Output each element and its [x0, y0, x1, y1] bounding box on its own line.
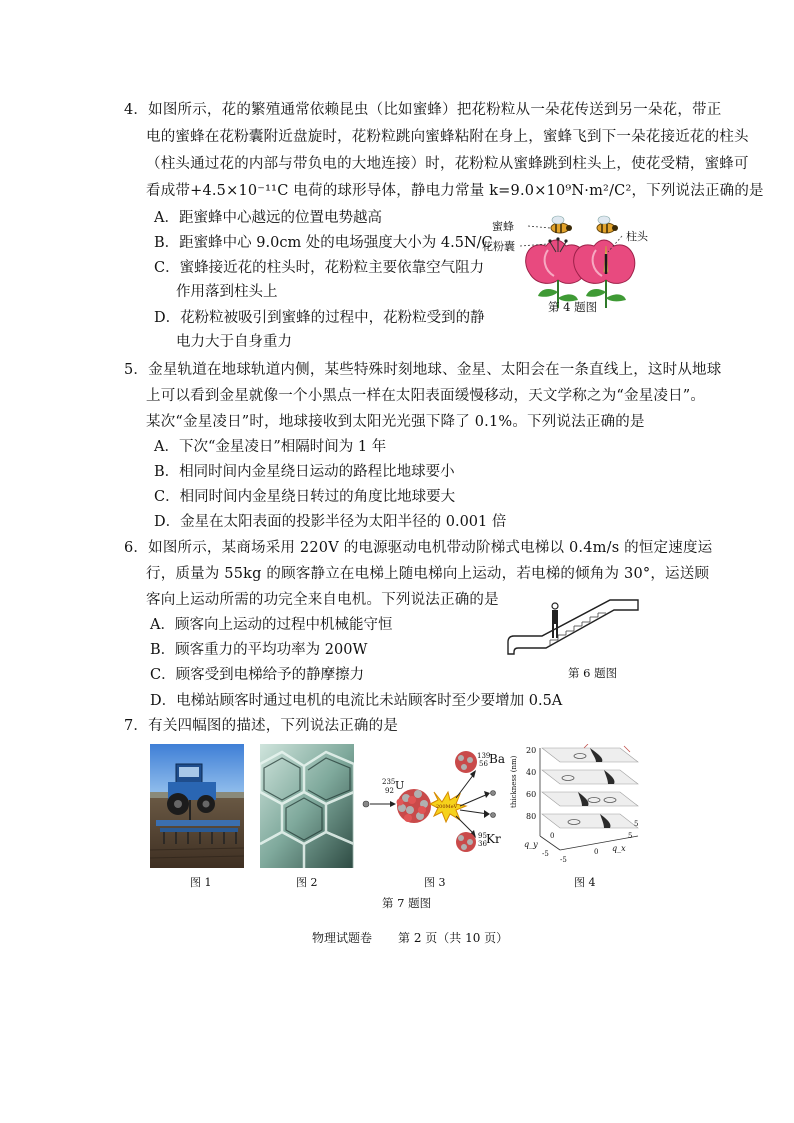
q7-fig4-3d-plot — [510, 744, 644, 868]
krypton-nucleus-icon — [456, 832, 476, 852]
qx-tick-m5: -5 — [560, 856, 567, 864]
q7-figure-caption: 第 7 题图 — [382, 896, 432, 910]
footer-subject: 物理试题卷 — [312, 931, 373, 945]
q5-option-b: B．相同时间内金星绕日运动的路程比地球要小 — [154, 464, 455, 480]
q4-figure-caption: 第 4 题图 — [548, 300, 598, 314]
tick-60: 60 — [526, 790, 537, 799]
q6-figure — [506, 596, 642, 660]
q6-line-2: 行，质量为 55kg 的顾客静立在电梯上随电梯向上运动，若电梯的倾角为 30°，运送顾 — [146, 566, 710, 582]
q7-fig2-label: 图 2 — [296, 876, 318, 889]
label-pollen-sac: 花粉囊 — [482, 240, 515, 253]
q5-option-a: A．下次“金星凌日”相隔时间为 1 年 — [154, 439, 387, 455]
kr-mass-number: 95 — [478, 832, 487, 840]
u-atomic-number: 92 — [385, 787, 394, 795]
q4-option-d-line2: 电力大于自身重力 — [176, 334, 292, 350]
label-bee: 蜜蜂 — [492, 220, 514, 233]
q4-option-a: A．距蜜蜂中心越远的位置电势越高 — [154, 210, 382, 226]
q5-line-3: 某次“金星凌日”时，地球接收到太阳光光强下降了 0.1%。下列说法正确的是 — [146, 414, 645, 430]
qx-label: q_x — [612, 844, 626, 853]
ba-symbol: Ba — [489, 752, 505, 766]
q4-line-3: （柱头通过花的内部与带负电的大地连接）时，花粉粒从蜜蜂跳到柱头上，使花受精，蜜蜂可 — [146, 156, 749, 172]
q4-line-2: 电的蜜蜂在花粉囊附近盘旋时，花粉粒跳向蜜蜂粘附在身上，蜜蜂飞到下一朵花接近花的柱头 — [146, 129, 749, 145]
tick-80: 80 — [526, 812, 537, 821]
q5-line-2: 上可以看到金星就像一个小黑点一样在太阳表面缓慢移动，天文学称之为“金星凌日”。 — [146, 388, 706, 404]
bee-right — [597, 216, 618, 233]
bee-left — [551, 216, 572, 233]
energy-label: 200MeV — [436, 804, 458, 810]
tick-20: 20 — [526, 746, 537, 755]
q4-option-c-line2: 作用落到柱头上 — [176, 284, 278, 300]
q6-option-a: A．顾客向上运动的过程中机械能守恒 — [150, 617, 393, 633]
q6-option-b: B．顾客重力的平均功率为 200W — [150, 642, 368, 658]
q6-line-3: 客向上运动所需的功完全来自电机。下列说法正确的是 — [146, 592, 499, 608]
q4-line-4: 看成带+4.5×10⁻¹¹C 电荷的球形导体，静电力常量 k=9.0×10⁹N·m²/C²，下列说法正确的是 — [146, 183, 764, 199]
q5-line-1: 5．金星轨道在地球轨道内侧，某些特殊时刻地球、金星、太阳会在一条直线上，这时从地球 — [124, 362, 722, 378]
footer-page-number: 第 2 页（共 10 页） — [398, 931, 509, 945]
ba-mass-number: 139 — [477, 752, 491, 760]
barium-nucleus-icon — [455, 751, 477, 773]
flower-right — [574, 240, 635, 308]
q4-option-b: B．距蜜蜂中心 9.0cm 处的电场强度大小为 4.5N/C — [154, 235, 493, 251]
q4-figure — [478, 212, 678, 312]
qx-tick-0: 0 — [594, 848, 599, 856]
q6-figure-caption: 第 6 题图 — [568, 666, 618, 680]
u-mass-number: 235 — [382, 778, 396, 786]
qy-label: q_y — [524, 840, 538, 849]
q5-option-c: C．相同时间内金星绕日转过的角度比地球要大 — [154, 489, 456, 505]
q4-line-1: 4．如图所示，花的繁殖通常依赖昆虫（比如蜜蜂）把花粉粒从一朵花传送到另一朵花，带正 — [124, 102, 722, 118]
escalator-illustration — [506, 596, 642, 660]
neutron-out-2-icon — [491, 813, 496, 818]
q7-fig1-tractor-photo — [150, 744, 244, 868]
q4-option-c-line1: C．蜜蜂接近花的柱头时，花粉粒主要依靠空气阻力 — [154, 260, 485, 276]
q7-fig1-label: 图 1 — [190, 876, 212, 889]
q7-fig4-label: 图 4 — [574, 876, 596, 889]
kr-atomic-number: 36 — [478, 840, 487, 848]
q6-option-d: D．电梯站顾客时通过电机的电流比未站顾客时至少要增加 0.5A — [150, 693, 563, 709]
tick-40: 40 — [526, 768, 537, 777]
customer-figure — [552, 603, 558, 638]
u-symbol: U — [395, 779, 405, 792]
fig4-ylabel: thickness (nm) — [510, 755, 518, 808]
q7-fig3-label: 图 3 — [424, 876, 446, 889]
uranium-nucleus-icon — [397, 789, 432, 823]
q7-fig2-crystal-photo — [260, 744, 354, 868]
qy-tick-0: 0 — [550, 832, 555, 840]
qy-tick-p5: 5 — [634, 820, 639, 828]
q5-option-d: D．金星在太阳表面的投影半径为太阳半径的 0.001 倍 — [154, 514, 507, 530]
ba-atomic-number: 56 — [479, 760, 488, 768]
qy-tick-m5: -5 — [542, 850, 549, 858]
q7-line: 7．有关四幅图的描述，下列说法正确的是 — [124, 718, 399, 734]
neutron-incoming-icon — [363, 801, 369, 807]
qx-tick-p5: 5 — [628, 832, 633, 840]
neutron-out-1-icon — [491, 791, 496, 796]
q6-line-1: 6．如图所示，某商场采用 220V 的电源驱动电机带动阶梯式电梯以 0.4m/s 的恒定速度运 — [124, 540, 713, 556]
q7-fig3-fission-diagram — [352, 748, 512, 864]
label-stigma: 柱头 — [626, 230, 648, 243]
kr-symbol: Kr — [486, 832, 501, 846]
q4-option-d-line1: D．花粉粒被吸引到蜜蜂的过程中，花粉粒受到的静 — [154, 310, 485, 326]
q6-option-c: C．顾客受到电梯给予的静摩擦力 — [150, 667, 365, 683]
